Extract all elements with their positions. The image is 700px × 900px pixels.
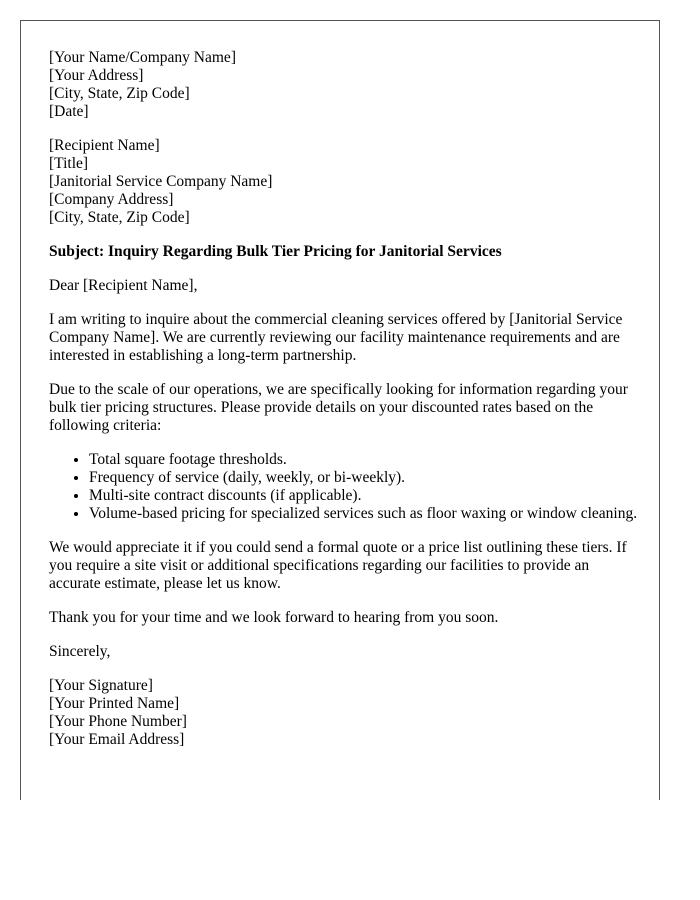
signature: [Your Signature]	[49, 677, 153, 694]
list-item: • Volume-based pricing for specialized services such as floor waxing or window cleaning.	[89, 505, 639, 523]
list-item: • Frequency of service (daily, weekly, or bi-weekly).	[89, 469, 639, 487]
recipient-title: [Title]	[49, 155, 89, 172]
sender-address: [Your Address]	[49, 67, 144, 84]
paragraph-request: Due to the scale of our operations, we are specifically looking for information regarding your bulk tier pricing structures. Please provide details on your discounted rates based on the following criteria:	[49, 381, 628, 434]
letter-content	[49, 49, 639, 749]
paragraph-thanks: Thank you for your time and we look forward to hearing from you soon.	[49, 609, 499, 626]
salutation: Dear [Recipient Name],	[49, 277, 198, 294]
letter-page	[20, 20, 660, 800]
recipient-name: [Recipient Name]	[49, 137, 160, 154]
list-item: • Total square footage thresholds.	[89, 451, 639, 469]
sender-name: [Your Name/Company Name]	[49, 49, 236, 66]
sender-date: [Date]	[49, 103, 89, 120]
recipient-city: [City, State, Zip Code]	[49, 209, 190, 226]
signature-block	[49, 677, 639, 749]
list-item: • Multi-site contract discounts (if applicable).	[89, 487, 639, 505]
email-address: [Your Email Address]	[49, 731, 185, 748]
recipient-block	[49, 137, 639, 227]
sender-city: [City, State, Zip Code]	[49, 85, 190, 102]
paragraph-intro: I am writing to inquire about the commercial cleaning services offered by [Janitorial Service Company Name]. We are currently reviewing our facility maintenance requirements and are interested in establishing a long-term partnership.	[49, 311, 623, 364]
paragraph-quote: We would appreciate it if you could send a formal quote or a price list outlining these tiers. If you require a site visit or additional specifications regarding our facilities to provide an accurate estimate, please let us know.	[49, 539, 627, 592]
sender-block	[49, 49, 639, 121]
subject-line: Subject: Inquiry Regarding Bulk Tier Pricing for Janitorial Services	[49, 243, 502, 260]
closing: Sincerely,	[49, 643, 111, 660]
criteria-list	[49, 451, 639, 523]
recipient-address: [Company Address]	[49, 191, 174, 208]
recipient-company: [Janitorial Service Company Name]	[49, 173, 273, 190]
phone-number: [Your Phone Number]	[49, 713, 187, 730]
printed-name: [Your Printed Name]	[49, 695, 180, 712]
